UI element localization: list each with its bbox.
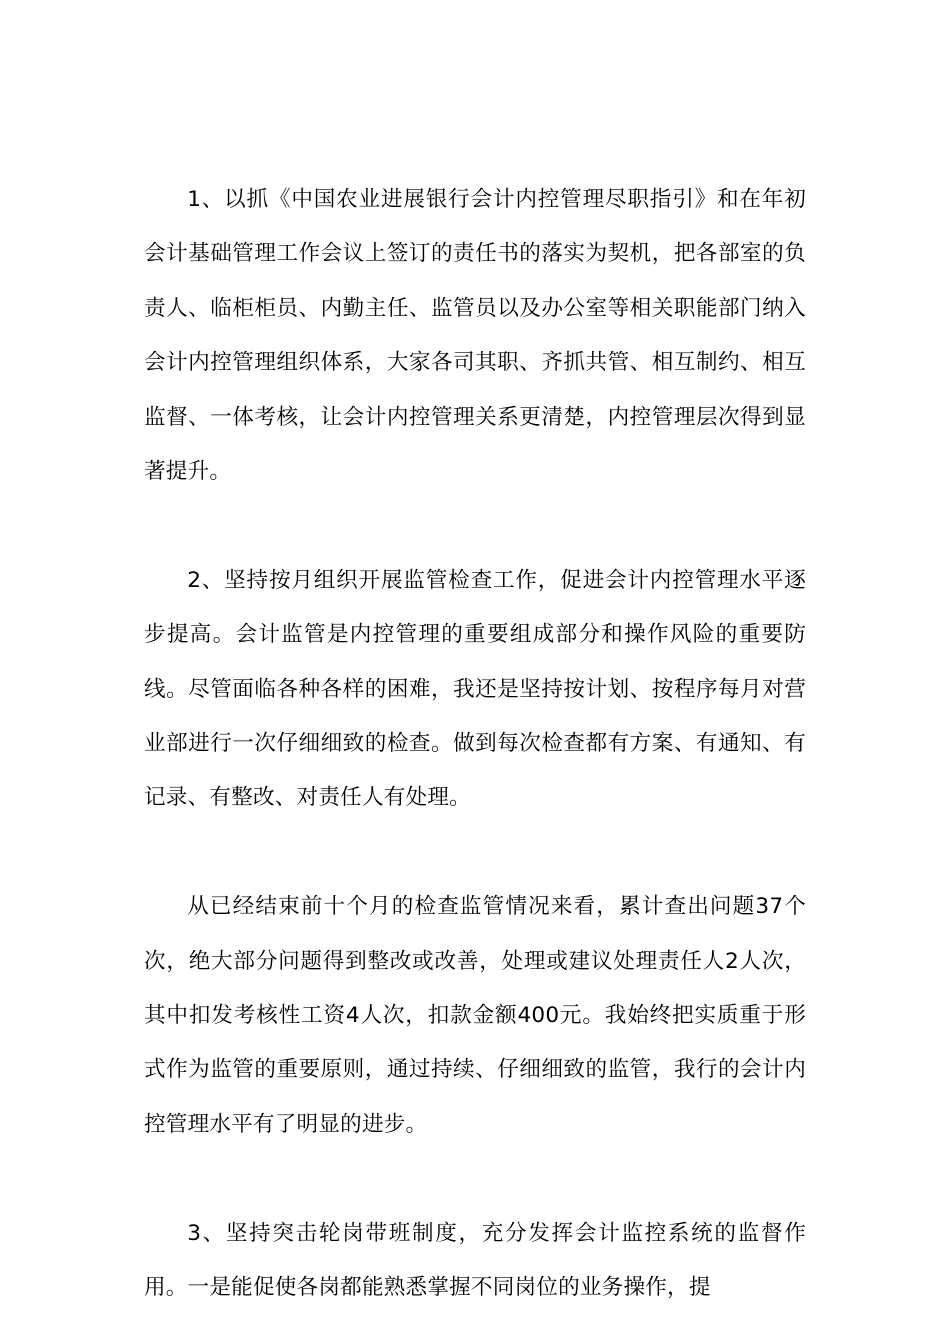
paragraph-4: 3、坚持突击轮岗带班制度，充分发挥会计监控系统的监督作用。一是能促使各岗都能熟悉掌握不同岗位的业务操作，提: [144, 1220, 806, 1301]
paragraph-spacer: [144, 826, 806, 880]
paragraph-2: 2、坚持按月组织开展监管检查工作，促进会计内控管理水平逐步提高。会计监管是内控管理的重要组成部分和操作风险的重要防线。尽管面临各种各样的困难，我还是坚持按计划、按程序每月对营业部进行一次仔细细致的检查。做到每次检查都有方案、有通知、有记录、有整改、对责任人有处理。: [144, 567, 806, 811]
paragraph-spacer: [144, 499, 806, 553]
paragraph-spacer: [144, 1152, 806, 1206]
paragraph-1: 1、以抓《中国农业进展银行会计内控管理尽职指引》和在年初会计基础管理工作会议上签订的责任书的落实为契机，把各部室的负责人、临柜柜员、内勤主任、监管员以及办公室等相关职能部门纳入会计内控管理组织体系，大家各司其职、齐抓共管、相互制约、相互监督、一体考核，让会计内控管理关系更清楚，内控管理层次得到显著提升。: [144, 187, 806, 485]
paragraph-3: 从已经结束前十个月的检查监管情况来看，累计查出问题37个次，绝大部分问题得到整改或改善，处理或建议处理责任人2人次，其中扣发考核性工资4人次，扣款金额400元。我始终把实质重于形式作为监管的重要原则，通过持续、仔细细致的监管，我行的会计内控管理水平有了明显的进步。: [144, 894, 806, 1137]
document-body: [144, 173, 806, 1315]
